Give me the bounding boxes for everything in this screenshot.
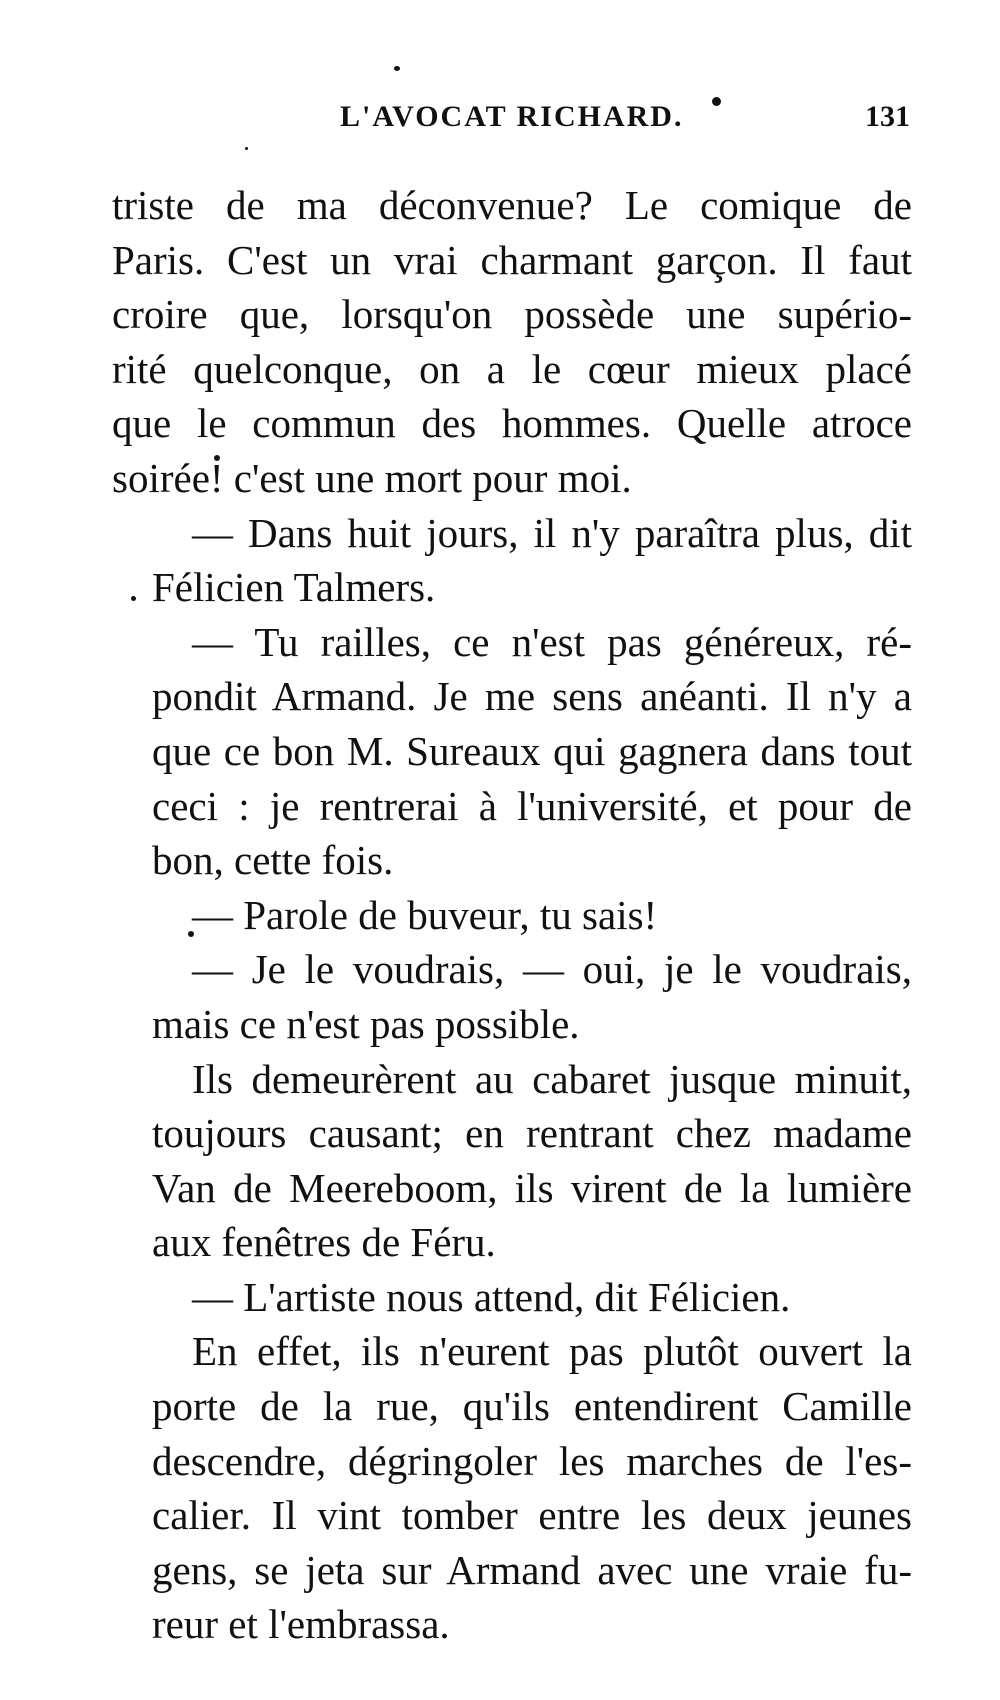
text-line: soirée! c'est une mort pour moi. (112, 454, 632, 501)
text-line: En effet, ils n'eurent pas plutôt ouvert la (192, 1328, 912, 1375)
text-line: que le commun des hommes. Quelle atroce (112, 400, 912, 447)
paragraph (112, 1270, 912, 1325)
running-head (110, 100, 910, 140)
text-line: croire que, lorsqu'on possède une supério- (112, 291, 912, 338)
text-line: Paris. C'est un vrai charmant garçon. Il faut (112, 236, 912, 283)
text-line: — Je le voudrais, — oui, je le voudrais, (192, 946, 912, 993)
paragraph (112, 942, 912, 1051)
text-line: — Parole de buveur, tu sais! (192, 891, 658, 938)
paragraph (112, 506, 912, 615)
text-line: — L'artiste nous attend, dit Félicien. (192, 1273, 791, 1320)
text-line: mais ce n'est pas possible. (152, 1000, 580, 1047)
text-line: pondit Armand. Je me sens anéanti. Il n'y a (152, 673, 912, 720)
paragraph (112, 178, 912, 506)
text-line: descendre, dégringoler les marches de l'es- (152, 1437, 912, 1484)
text-line: — Dans huit jours, il n'y paraîtra plus, dit (192, 509, 912, 556)
paragraph (112, 1324, 912, 1652)
text-line: toujours causant; en rentrant chez madame (152, 1110, 912, 1157)
text-line: Van de Meereboom, ils virent de la lumière (152, 1164, 912, 1211)
text-line: Ils demeurèrent au cabaret jusque minuit, (192, 1055, 912, 1102)
paragraph (112, 615, 912, 888)
paragraph (112, 1052, 912, 1270)
text-line: porte de la rue, qu'ils entendirent Camille (152, 1383, 912, 1430)
paragraph (112, 888, 912, 943)
page-number: 131 (865, 100, 910, 133)
text-line: Félicien Talmers. (152, 564, 436, 611)
text-line: gens, se jeta sur Armand avec une vraie fu- (152, 1546, 912, 1593)
text-line: que ce bon M. Sureaux qui gagnera dans tout (152, 727, 912, 774)
text-line: — Tu railles, ce n'est pas généreux, ré- (192, 618, 912, 665)
text-line: ceci : je rentrerai à l'université, et pour de (152, 782, 912, 829)
print-speck (245, 147, 248, 150)
body-text (112, 178, 912, 1652)
text-line: aux fenêtres de Féru. (152, 1219, 496, 1266)
text-line: reur et l'embrassa. (152, 1601, 450, 1648)
print-speck (394, 66, 400, 71)
text-line: calier. Il vint tomber entre les deux jeunes (152, 1492, 912, 1539)
running-title: L'AVOCAT RICHARD. (340, 100, 684, 133)
text-line: rité quelconque, on a le cœur mieux placé (112, 345, 912, 392)
text-line: triste de ma déconvenue? Le comique de (112, 182, 912, 228)
text-line: bon, cette fois. (152, 837, 394, 884)
